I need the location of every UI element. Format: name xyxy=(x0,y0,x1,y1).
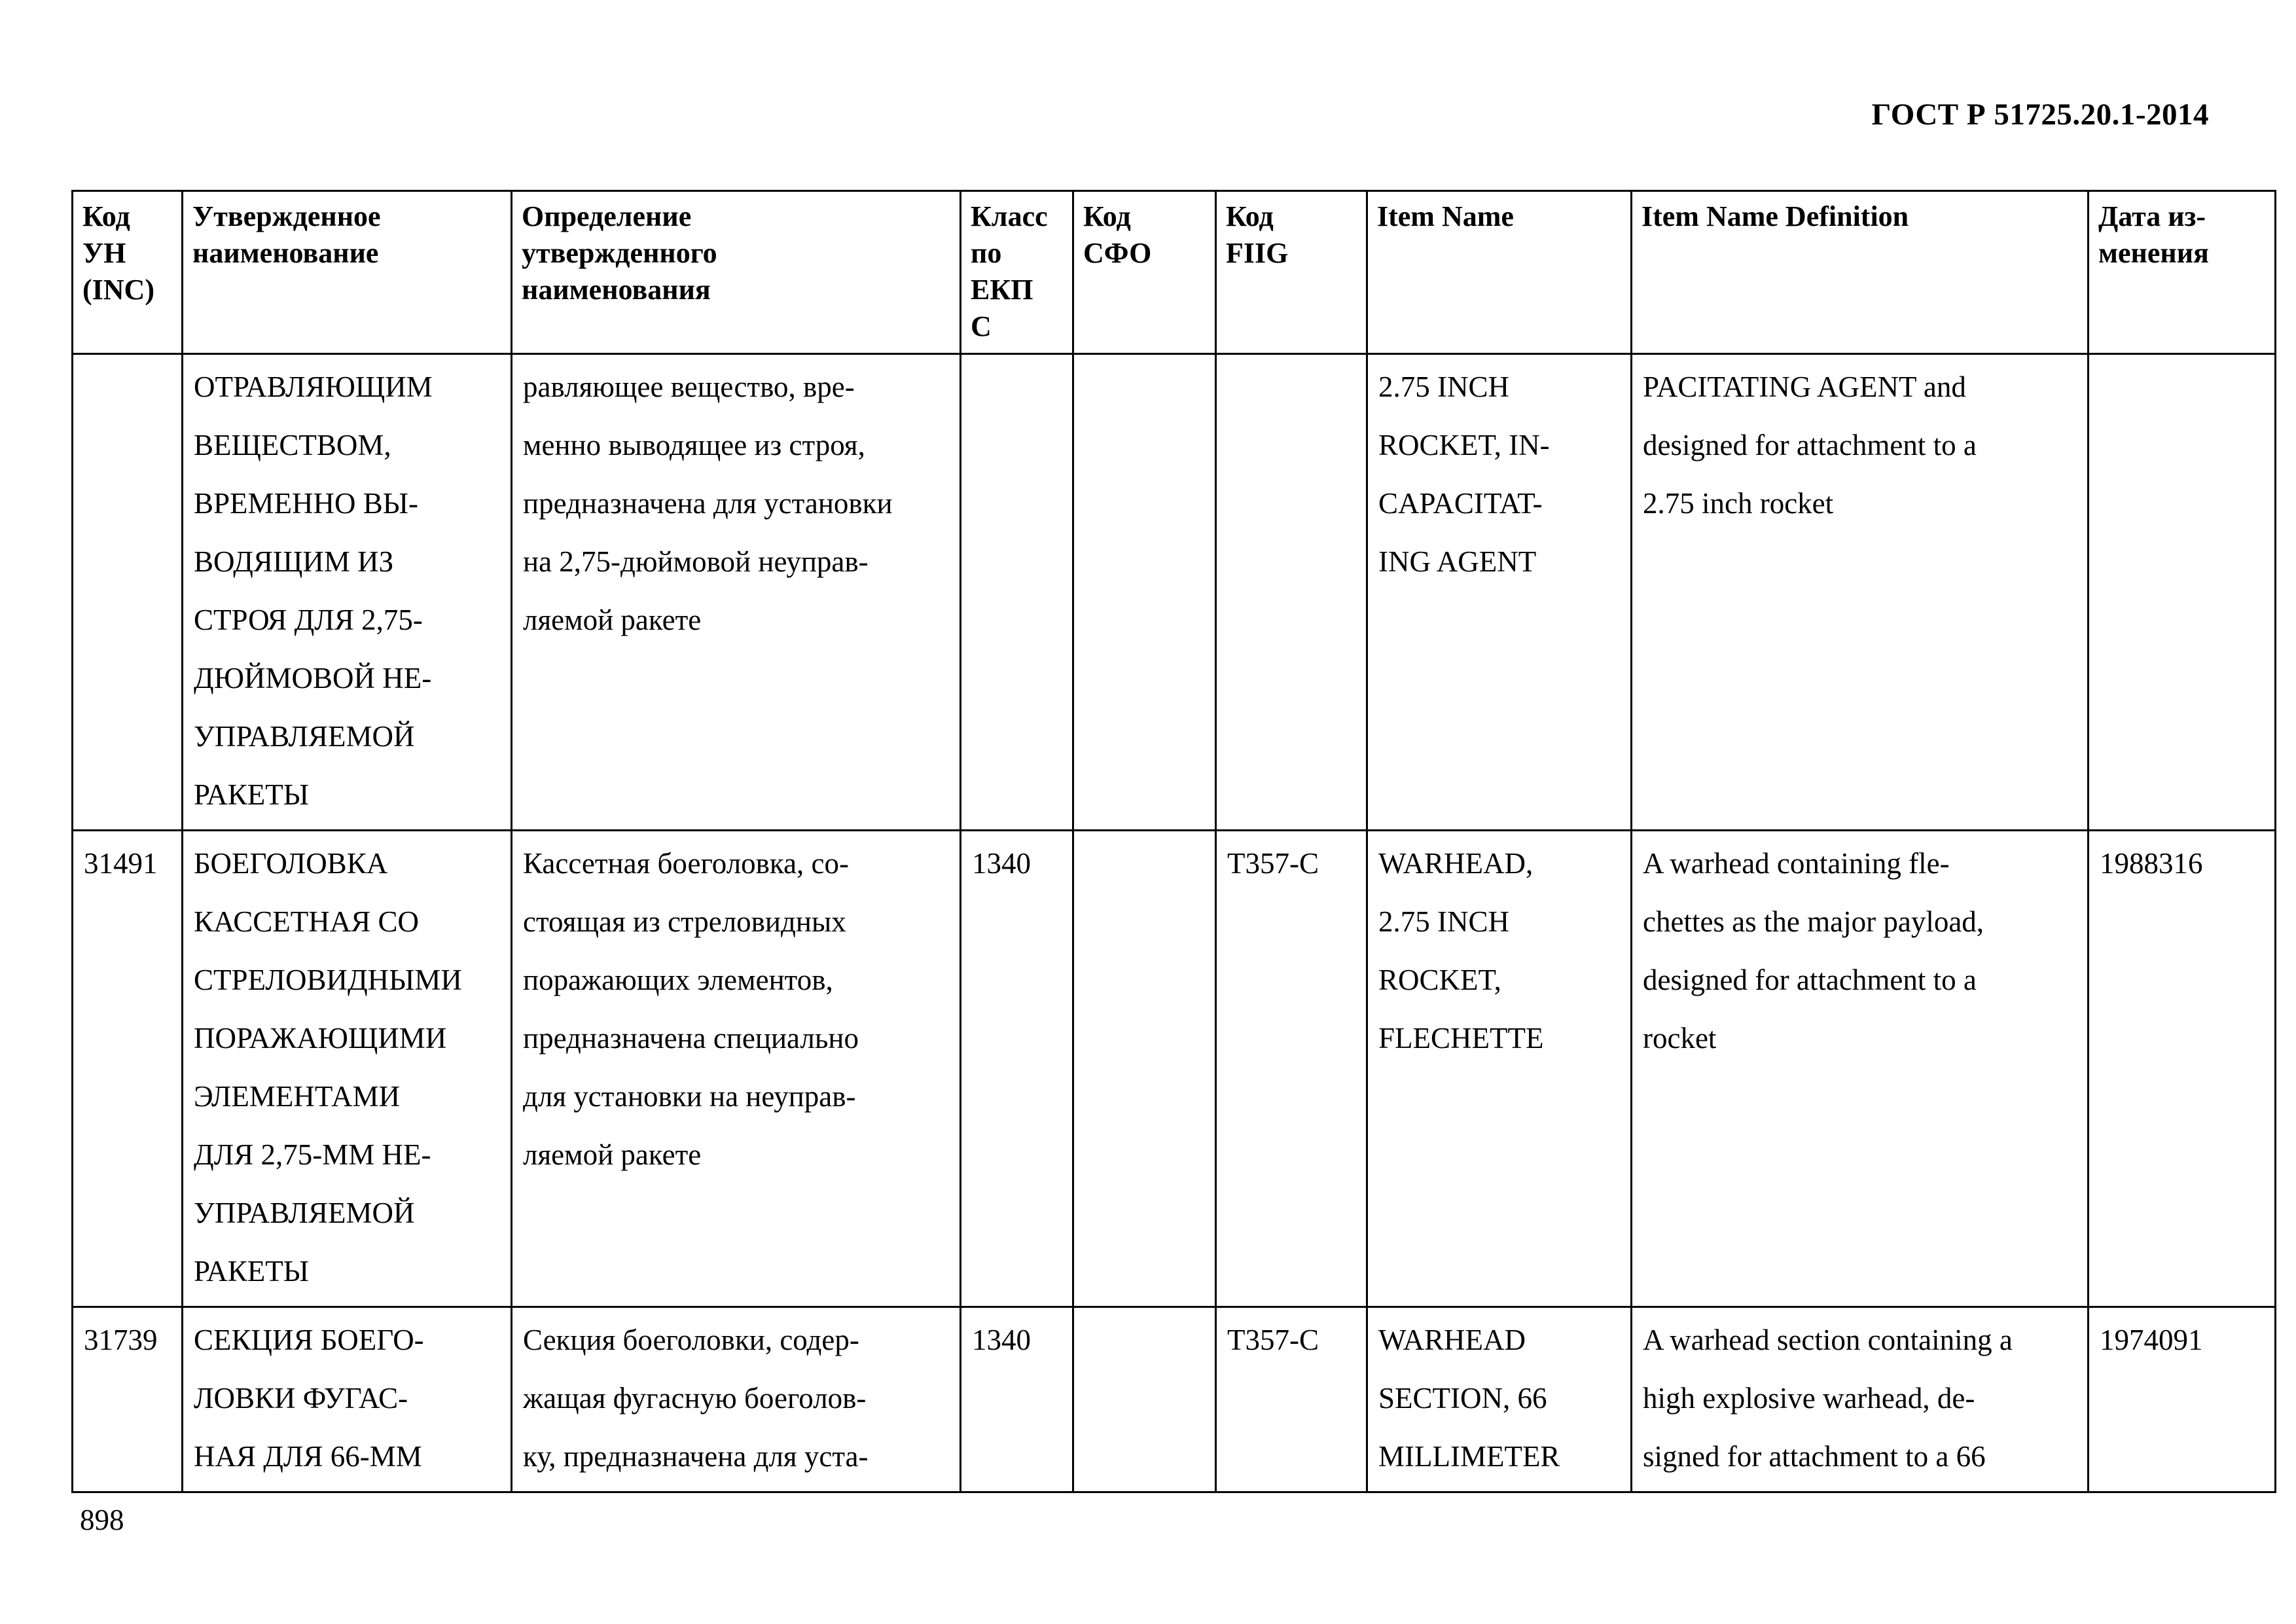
cell-line: ОТРАВЛЯЮЩИМ xyxy=(194,370,433,403)
cell-line: chettes as the major payload, xyxy=(1643,905,1984,938)
cell-line: РАКЕТЫ xyxy=(194,1255,310,1288)
cell-item-name-definition xyxy=(1632,354,2089,831)
cell-sfo-code xyxy=(1073,354,1216,831)
cell-line: для установки на неуправ- xyxy=(523,1080,856,1113)
cell-line: 2.75 inch rocket xyxy=(1643,487,1834,520)
header-line: Item Name xyxy=(1377,200,1514,232)
cell-approved-name-definition xyxy=(512,354,961,831)
cell-line: БОЕГОЛОВКА xyxy=(194,847,388,880)
cell-line: 31739 xyxy=(84,1324,158,1356)
cell-line: ВЕЩЕСТВОМ, xyxy=(194,429,391,461)
cell-line: Секция боеголовки, содер- xyxy=(523,1324,859,1356)
cell-line: СЕКЦИЯ БОЕГО- xyxy=(194,1324,424,1356)
cell-line: СТРЕЛОВИДНЫМИ xyxy=(194,964,462,996)
header-line: Класс xyxy=(971,200,1048,232)
cell-fiig-code xyxy=(1216,1307,1367,1492)
cell-line: 1988316 xyxy=(2100,847,2203,880)
cell-line: CAPACITAT- xyxy=(1378,487,1543,520)
column-header-item-name-definition xyxy=(1632,191,2089,354)
cell-change-date xyxy=(2089,354,2276,831)
header-line: Код xyxy=(82,200,130,232)
column-header-fiig-code xyxy=(1216,191,1367,354)
cell-line: WARHEAD, xyxy=(1378,847,1534,880)
cell-line: ляемой ракете xyxy=(523,604,702,636)
cell-line: MILLIMETER xyxy=(1378,1440,1560,1473)
column-header-inc-code xyxy=(73,191,183,354)
cell-approved-name xyxy=(183,831,512,1307)
header-line: менения xyxy=(2098,237,2209,269)
cell-sfo-code xyxy=(1073,1307,1216,1492)
cell-line: FLECHETTE xyxy=(1378,1022,1544,1055)
header-line: наименование xyxy=(192,237,379,269)
cell-line: 2.75 INCH xyxy=(1378,905,1509,938)
cell-item-name-definition xyxy=(1632,1307,2089,1492)
cell-fiig-code xyxy=(1216,831,1367,1307)
cell-approved-name xyxy=(183,354,512,831)
header-line: Определение xyxy=(522,200,692,232)
cell-change-date xyxy=(2089,1307,2276,1492)
cell-line: Кассетная боеголовка, со- xyxy=(523,847,850,880)
cell-line: 2.75 INCH xyxy=(1378,370,1509,403)
cell-line: 1974091 xyxy=(2100,1324,2203,1356)
header-line: Код xyxy=(1226,200,1274,232)
cell-line: СТРОЯ ДЛЯ 2,75- xyxy=(194,604,423,636)
column-header-approved-name xyxy=(183,191,512,354)
cell-line: designed for attachment to a xyxy=(1643,429,1977,461)
cell-inc-code xyxy=(73,1307,183,1492)
header-line: Дата из- xyxy=(2098,200,2206,232)
cell-line: WARHEAD xyxy=(1378,1324,1526,1356)
cell-line: A warhead containing fle- xyxy=(1643,847,1950,880)
cell-line: ЭЛЕМЕНТАМИ xyxy=(194,1080,401,1113)
header-line: по xyxy=(971,237,1002,269)
cell-change-date xyxy=(2089,831,2276,1307)
cell-line: signed for attachment to a 66 xyxy=(1643,1440,1986,1473)
cell-inc-code xyxy=(73,354,183,831)
header-line: FIIG xyxy=(1226,237,1289,269)
cell-line: ку, предназначена для уста- xyxy=(523,1440,869,1473)
cell-line: равляющее вещество, вре- xyxy=(523,370,855,403)
cell-line: предназначена специально xyxy=(523,1022,859,1055)
header-line: Код xyxy=(1083,200,1131,232)
cell-line: ДЛЯ 2,75-ММ НЕ- xyxy=(194,1138,431,1171)
cell-line: 31491 xyxy=(84,847,158,880)
table-head xyxy=(73,191,2276,354)
cell-line: 1340 xyxy=(972,1324,1031,1356)
cell-line: A warhead section containing a xyxy=(1643,1324,2013,1356)
cell-line: стоящая из стреловидных xyxy=(523,905,846,938)
column-header-ekps-class xyxy=(961,191,1073,354)
cell-item-name xyxy=(1367,1307,1632,1492)
column-header-change-date xyxy=(2089,191,2276,354)
cell-line: предназначена для установки xyxy=(523,487,893,520)
cell-line: ВОДЯЩИМ ИЗ xyxy=(194,545,394,578)
cell-line: ЛОВКИ ФУГАС- xyxy=(194,1382,408,1415)
cell-line: ляемой ракете xyxy=(523,1138,702,1171)
cell-line: 1340 xyxy=(972,847,1031,880)
header-line: Item Name Definition xyxy=(1641,200,1909,232)
cell-line: ДЮЙМОВОЙ НЕ- xyxy=(194,662,432,695)
cell-line: поражающих элементов, xyxy=(523,964,833,996)
column-header-item-name xyxy=(1367,191,1632,354)
column-header-approved-name-definition xyxy=(512,191,961,354)
table-row xyxy=(73,354,2276,831)
table-row xyxy=(73,1307,2276,1492)
cell-line: rocket xyxy=(1643,1022,1717,1055)
cell-approved-name-definition xyxy=(512,1307,961,1492)
cell-line: жащая фугасную боеголов- xyxy=(523,1382,867,1415)
cell-line: ROCKET, xyxy=(1378,964,1501,996)
cell-line: SECTION, 66 xyxy=(1378,1382,1547,1415)
header-line: С xyxy=(971,310,992,342)
header-row xyxy=(73,191,2276,354)
header-line: УН xyxy=(82,237,126,269)
page-number: 898 xyxy=(80,1504,124,1536)
cell-line: designed for attachment to a xyxy=(1643,964,1977,996)
cell-approved-name xyxy=(183,1307,512,1492)
cell-line: КАССЕТНАЯ СО xyxy=(194,905,420,938)
header-line: Утвержденное xyxy=(192,200,381,232)
cell-line: high explosive warhead, de- xyxy=(1643,1382,1975,1415)
header-line: (INC) xyxy=(82,274,154,306)
cell-line: РАКЕТЫ xyxy=(194,778,310,811)
cell-line: PACITATING AGENT and xyxy=(1643,370,1966,403)
header-line: СФО xyxy=(1083,237,1152,269)
cell-fiig-code xyxy=(1216,354,1367,831)
catalog-table xyxy=(71,190,2276,1493)
cell-item-name xyxy=(1367,354,1632,831)
cell-approved-name-definition xyxy=(512,831,961,1307)
cell-item-name-definition xyxy=(1632,831,2089,1307)
cell-line: ВРЕМЕННО ВЫ- xyxy=(194,487,419,520)
header-line: утвержденного xyxy=(522,237,717,269)
header-line: наименования xyxy=(522,274,711,306)
cell-ekps-class xyxy=(961,1307,1073,1492)
column-header-sfo-code xyxy=(1073,191,1216,354)
table-body xyxy=(73,354,2276,1492)
cell-line: ING AGENT xyxy=(1378,545,1537,578)
cell-line: T357-C xyxy=(1227,1324,1319,1356)
cell-item-name xyxy=(1367,831,1632,1307)
cell-line: НАЯ ДЛЯ 66-ММ xyxy=(194,1440,422,1473)
cell-line: менно выводящее из строя, xyxy=(523,429,865,461)
cell-ekps-class xyxy=(961,831,1073,1307)
cell-line: УПРАВЛЯЕМОЙ xyxy=(194,720,415,753)
table-row xyxy=(73,831,2276,1307)
cell-line: УПРАВЛЯЕМОЙ xyxy=(194,1197,415,1229)
cell-ekps-class xyxy=(961,354,1073,831)
cell-line: на 2,75-дюймовой неуправ- xyxy=(523,545,869,578)
standard-reference: ГОСТ Р 51725.20.1-2014 xyxy=(1871,98,2209,132)
header-line: ЕКП xyxy=(971,274,1033,306)
cell-inc-code xyxy=(73,831,183,1307)
cell-line: T357-C xyxy=(1227,847,1319,880)
cell-line: ПОРАЖАЮЩИМИ xyxy=(194,1022,447,1055)
cell-sfo-code xyxy=(1073,831,1216,1307)
cell-line: ROCKET, IN- xyxy=(1378,429,1550,461)
